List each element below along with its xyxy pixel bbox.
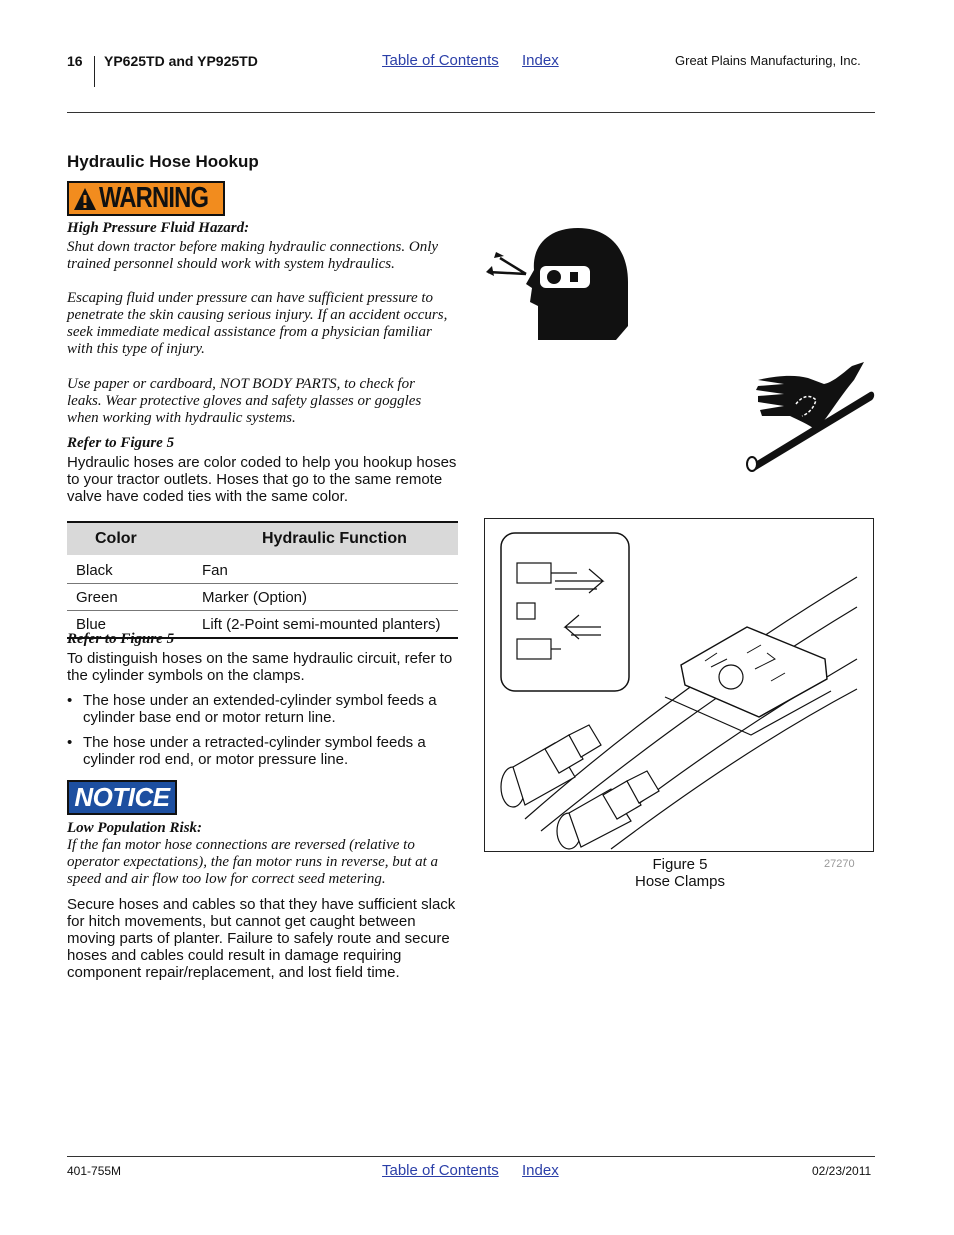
- warning-paragraph-3: Use paper or cardboard, NOT BODY PARTS, to check for leaks. Wear protective gloves and safety glasses or goggles when working with hydraulic systems.: [67, 376, 422, 426]
- warning-triangle-icon: [73, 186, 97, 212]
- company-name: Great Plains Manufacturing, Inc.: [675, 53, 861, 68]
- figure-caption: [580, 856, 780, 890]
- header-rule: [67, 112, 875, 113]
- notice-label-text: NOTICE: [74, 782, 170, 812]
- bullet-list: [67, 692, 459, 768]
- table-row: [67, 556, 458, 584]
- footer-rule: [67, 1156, 875, 1157]
- eye-protection-icon: [482, 226, 630, 342]
- figure-reference-2: Refer to Figure 5: [67, 631, 175, 647]
- footer-index-link[interactable]: Index: [522, 1162, 559, 1179]
- footer-toc-link[interactable]: Table of Contents: [382, 1162, 499, 1179]
- hand-hazard-icon: [744, 360, 876, 472]
- hose-clamps-illustration: [485, 519, 873, 851]
- page-number: 16: [67, 53, 83, 69]
- warning-label-text: WARNING: [99, 182, 209, 214]
- table-cell-function: Lift (2-Point semi-mounted planters): [200, 611, 458, 639]
- table-cell-color: Blue: [67, 611, 200, 639]
- table-cell-function: Marker (Option): [200, 584, 458, 611]
- figure-hose-clamps: [484, 518, 874, 852]
- table-cell-color: Green: [67, 584, 200, 611]
- paragraph-cylinder-symbols: To distinguish hoses on the same hydraulic circuit, refer to the cylinder symbols on the clamps.: [67, 650, 453, 684]
- notice-text: If the fan motor hose connections are reversed (relative to operator expectations), the fan motor runs in reverse, but at a speed and air flow too low for correct seed metering.: [67, 837, 439, 887]
- paragraph-secure-hoses: Secure hoses and cables so that they have sufficient slack for hitch movements, but cannot get caught between moving parts of planter. Failure to safely route and secure hoses and cables could result in damage requiring component repair/replacement, and lost field time.: [67, 896, 456, 981]
- warning-label: [67, 181, 225, 216]
- list-item: • The hose under a retracted-cylinder symbol feeds a cylinder rod end, or motor pressure line.: [67, 734, 459, 768]
- hydraulic-function-table: [67, 521, 458, 639]
- table-row: [67, 584, 458, 611]
- table-header-color: Color: [67, 523, 200, 556]
- figure-reference-1: Refer to Figure 5: [67, 435, 175, 451]
- section-title: Hydraulic Hose Hookup: [67, 152, 259, 171]
- table-cell-color: Black: [67, 556, 200, 584]
- list-item-text: The hose under a retracted-cylinder symbol feeds a cylinder rod end, or motor pressure line.: [83, 734, 426, 768]
- notice-heading: Low Population Risk:: [67, 820, 203, 836]
- footer-doc-number: 401-755M: [67, 1164, 122, 1178]
- header-divider: [94, 56, 95, 87]
- notice-label: [67, 780, 177, 815]
- warning-heading: High Pressure Fluid Hazard:: [67, 220, 250, 236]
- warning-paragraph-1: Shut down tractor before making hydraulic connections. Only trained personnel should work with system hydraulics.: [67, 239, 439, 272]
- paragraph-color-coding: Hydraulic hoses are color coded to help you hookup hoses to your tractor outlets. Hoses that go to the same remote valve have coded ties with the same color.: [67, 454, 457, 505]
- list-item: • The hose under an extended-cylinder symbol feeds a cylinder base end or motor return line.: [67, 692, 459, 726]
- figure-caption-number: Figure 5: [652, 856, 708, 873]
- table-header-function: Hydraulic Function: [200, 523, 458, 556]
- header-toc-link[interactable]: Table of Contents: [382, 52, 499, 69]
- list-item-text: The hose under an extended-cylinder symbol feeds a cylinder base end or motor return line.: [83, 692, 437, 726]
- footer-date: 02/23/2011: [812, 1164, 872, 1178]
- document-title: YP625TD and YP925TD: [104, 53, 258, 69]
- figure-art-number: 27270: [824, 858, 855, 870]
- warning-paragraph-2: Escaping fluid under pressure can have sufficient pressure to penetrate the skin causing serious injury. If an accident occurs, seek immediate medical assistance from a physician familiar with this type of injury.: [67, 290, 448, 357]
- header-index-link[interactable]: Index: [522, 52, 559, 69]
- figure-caption-title: Hose Clamps: [634, 873, 726, 890]
- table-cell-function: Fan: [200, 556, 458, 584]
